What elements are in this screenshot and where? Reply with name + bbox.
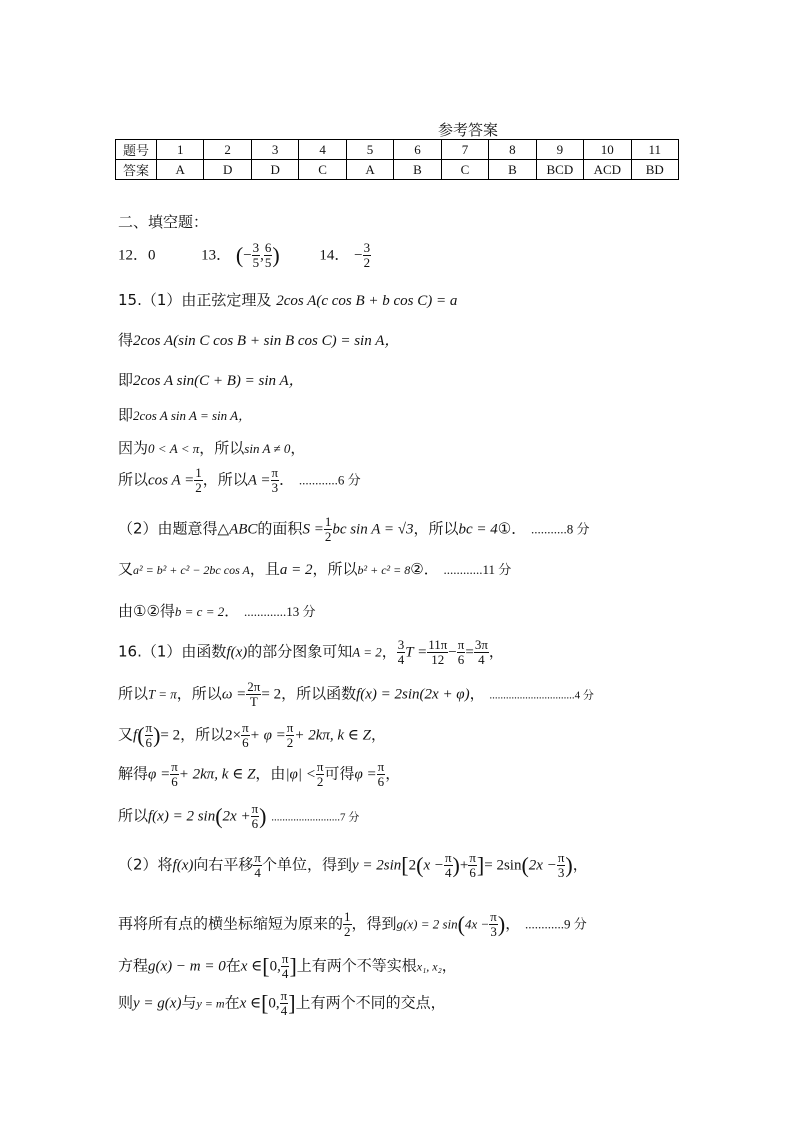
- fraction: $\frac{1}{2}$: [324, 514, 332, 544]
- fraction: $\frac{\pi}{6}$: [469, 850, 476, 880]
- fraction: $\frac{\pi}{6}$: [171, 759, 178, 789]
- fraction: $\frac{\pi}{6}$: [242, 720, 249, 750]
- table-cell: 3: [251, 140, 298, 160]
- table-cell: 10: [584, 140, 631, 160]
- math-expression: 2cos A(c cos B + b cos C) = a: [276, 293, 458, 309]
- q14-number: 14．: [319, 247, 350, 264]
- q16-line-4: 解得φ = $\frac{\pi}{6}$ + 2kπ, k ∈ Z，由|φ| < $\frac{\pi}{2}$ 可得φ = $\frac{\pi}{6}$ ，: [118, 759, 401, 789]
- answer-table: [115, 139, 679, 180]
- table-cell: D: [204, 160, 251, 180]
- table-cell: 5: [346, 140, 393, 160]
- math-expression: 2cos A(sin C cos B + sin B cos C) = sin A，: [133, 333, 400, 349]
- fraction: $\frac{\pi}{6}$: [377, 759, 385, 789]
- fraction: $\frac{3}{2}$: [363, 240, 371, 270]
- score-marker: ...............................4 分: [489, 689, 594, 702]
- table-cell: C: [299, 160, 346, 180]
- table-cell: BD: [631, 160, 678, 180]
- table-cell: B: [394, 160, 441, 180]
- page-title: 参考答案: [438, 121, 499, 139]
- table-cell: C: [441, 160, 488, 180]
- table-cell: 1: [157, 140, 204, 160]
- table-cell: 6: [394, 140, 441, 160]
- row-label-number: 题号: [116, 140, 157, 160]
- score-marker: .............13 分: [244, 604, 316, 619]
- fraction: $\frac{\pi}{6}$: [251, 801, 259, 831]
- q16-line-6: （2）将f(x)向右平移 $\frac{\pi}{4}$ 个单位，得到y = 2sin[2(x − $\frac{\pi}{4}$ )+ $\frac{\pi}{6}$ ]= 2sin(2x − $\frac{\pi}{3}$ )，: [118, 850, 588, 880]
- table-cell: 11: [631, 140, 678, 160]
- fraction: $\frac{3\pi}{4}$: [474, 637, 488, 667]
- row-label-answer: 答案: [116, 160, 157, 180]
- q15-line-6: 所以cos A = $\frac{1}{2}$ ，所以A = $\frac{\pi}{3}$ ． ............6 分: [118, 465, 361, 495]
- fraction: $\frac{\pi}{4}$: [280, 988, 288, 1018]
- fraction: $\frac{3}{5}$: [252, 240, 260, 270]
- table-cell: 9: [536, 140, 583, 160]
- table-cell: D: [251, 160, 298, 180]
- score-marker: ...........8 分: [530, 521, 590, 537]
- fraction: $\frac{\pi}{4}$: [254, 850, 261, 880]
- q16-line-1: 16.（1）由函数f(x)的部分图象可知A = 2， $\frac{3}{4}$ T = $\frac{11\pi}{12}$ − $\frac{\pi}{6}$ = $\frac{3\pi}{4}$ ，: [118, 637, 504, 667]
- q15-line-1: 15.（1）由正弦定理及 2cos A(c cos B + b cos C) = a: [118, 291, 458, 309]
- fraction: $\frac{\pi}{6}$: [145, 720, 153, 750]
- fraction: $\frac{\pi}{3}$: [557, 850, 565, 880]
- q15-line-7: （2）由题意得△ABC的面积S = $\frac{1}{2}$ bc sin A = √3，所以bc = 4①． ...........8 分: [118, 514, 590, 544]
- fraction: $\frac{1}{2}$: [195, 465, 202, 495]
- q16-line-3: 又f( $\frac{\pi}{6}$ )= 2，所以2× $\frac{\pi}{6}$ + φ = $\frac{\pi}{2}$ + 2kπ, k ∈ Z，: [118, 720, 386, 750]
- fraction: $\frac{\pi}{6}$: [457, 637, 465, 667]
- table-cell: B: [489, 160, 536, 180]
- table-cell: A: [157, 160, 204, 180]
- section-heading: 二、填空题：: [118, 213, 209, 231]
- table-cell: ACD: [584, 160, 631, 180]
- table-row: [116, 140, 679, 160]
- fraction: $\frac{\pi}{4}$: [281, 951, 289, 981]
- fraction: $\frac{6}{5}$: [264, 240, 272, 270]
- q15-line-2: 得2cos A(sin C cos B + sin B cos C) = sin A，: [118, 331, 400, 349]
- q16-line-8: 方程g(x) − m = 0在x ∈[0, $\frac{\pi}{4}$ ]上有两个不等实根x₁, x₂，: [118, 951, 457, 981]
- fraction: $\frac{\pi}{3}$: [490, 909, 497, 939]
- table-cell: 7: [441, 140, 488, 160]
- fraction: $\frac{11\pi}{12}$: [428, 637, 448, 667]
- table-cell: 4: [299, 140, 346, 160]
- q15-line-5: 因为0 < A < π，所以sin A ≠ 0，: [118, 439, 306, 457]
- table-cell: A: [346, 160, 393, 180]
- q13-answer: (: [235, 242, 244, 268]
- fraction: $\frac{\pi}{2}$: [286, 720, 294, 750]
- q13-number: 13．: [201, 247, 232, 264]
- q12-number: 12．: [118, 247, 149, 264]
- q14-answer: −: [354, 247, 363, 264]
- score-marker: ............9 分: [524, 916, 587, 932]
- q16-line-2: 所以T = π，所以ω = $\frac{2\pi}{T}$ = 2，所以函数f(x) = 2sin(2x + φ)， ...............................4 分: [118, 679, 594, 709]
- math-expression: 2cos A sin A = sin A，: [133, 408, 252, 423]
- score-marker: .........................7 分: [271, 811, 360, 824]
- q15-line-4: 即2cos A sin A = sin A，: [118, 406, 252, 424]
- table-row: [116, 160, 679, 180]
- q16-line-5: 所以f(x) = 2 sin(2x + $\frac{\pi}{6}$ ) .........................7 分: [118, 801, 360, 831]
- score-marker: ............11 分: [443, 562, 512, 577]
- q16-line-7: 再将所有点的横坐标缩短为原来的 $\frac{1}{2}$ ，得到g(x) = 2 sin(4x − $\frac{\pi}{3}$ )， ............9 分: [118, 909, 587, 939]
- table-cell: 8: [489, 140, 536, 160]
- fraction: $\frac{\pi}{2}$: [316, 759, 324, 789]
- q16-line-9: 则y = g(x)与y = m在x ∈[0, $\frac{\pi}{4}$ ]上有两个不同的交点，: [118, 988, 446, 1018]
- math-expression: 2cos A sin(C + B) = sin A，: [133, 373, 304, 389]
- q15-line-3: 即2cos A sin(C + B) = sin A，: [118, 371, 304, 389]
- q15-line-8: 又a² = b² + c² − 2bc cos A，且a = 2，所以b² + c² = 8②． ............11 分: [118, 560, 512, 578]
- score-marker: ............6 分: [298, 472, 361, 488]
- q15-line-9: 由①②得b = c = 2． .............13 分: [118, 602, 316, 620]
- fraction: $\frac{3}{4}$: [397, 637, 405, 667]
- q12-answer: 0: [148, 247, 156, 264]
- fraction: $\frac{\pi}{3}$: [271, 465, 279, 495]
- fraction: $\frac{2\pi}{T}$: [247, 679, 261, 709]
- fraction: $\frac{\pi}{4}$: [444, 850, 452, 880]
- table-cell: BCD: [536, 160, 583, 180]
- fill-line: 12．0 13． (− $\frac{3}{5}$ , $\frac{6}{5}$ ) 14． − $\frac{3}{2}$: [118, 240, 371, 270]
- table-cell: 2: [204, 140, 251, 160]
- fraction: $\frac{1}{2}$: [344, 909, 351, 939]
